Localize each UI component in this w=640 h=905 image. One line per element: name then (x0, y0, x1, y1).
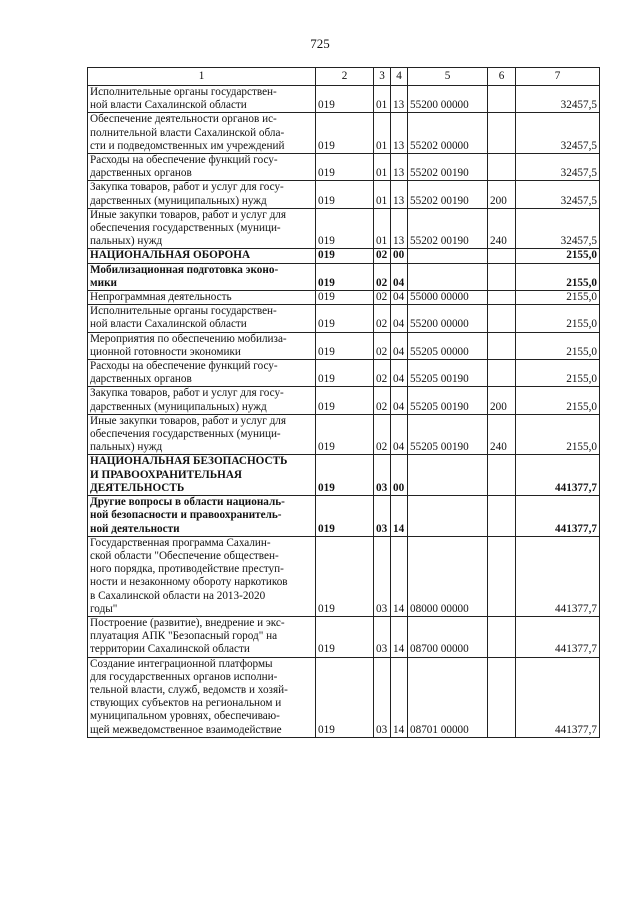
row-type-cell (488, 263, 516, 290)
row-subsection-cell: 14 (391, 496, 408, 537)
row-name-cell: НАЦИОНАЛЬНАЯ БЕЗОПАСНОСТЬ И ПРАВООХРАНИТЕЛЬНАЯ ДЕЯТЕЛЬНОСТЬ (88, 455, 316, 496)
row-target-cell: 55202 00190 (408, 208, 488, 249)
column-header: 7 (516, 68, 600, 86)
row-code-cell: 019 (316, 263, 374, 290)
row-code-cell: 019 (316, 86, 374, 113)
row-type-cell (488, 536, 516, 616)
row-name-cell: Мероприятия по обеспечению мобилиза- ционной готовности экономики (88, 332, 316, 359)
column-header: 5 (408, 68, 488, 86)
row-code-cell: 019 (316, 181, 374, 208)
table-row (88, 455, 600, 496)
row-amount-cell: 441377,7 (516, 657, 600, 737)
row-name-cell: НАЦИОНАЛЬНАЯ ОБОРОНА (88, 249, 316, 263)
row-amount-cell: 32457,5 (516, 208, 600, 249)
row-amount-cell: 2155,0 (516, 263, 600, 290)
row-code-cell: 019 (316, 113, 374, 154)
budget-table (87, 67, 600, 738)
row-name-cell: Иные закупки товаров, работ и услуг для обеспечения государственных (муници- пальных) нужд (88, 208, 316, 249)
row-amount-cell: 2155,0 (516, 291, 600, 305)
row-section-cell: 01 (374, 154, 391, 181)
row-section-cell: 02 (374, 332, 391, 359)
column-header: 1 (88, 68, 316, 86)
table-row (88, 263, 600, 290)
row-amount-cell: 441377,7 (516, 536, 600, 616)
row-name-cell: Закупка товаров, работ и услуг для госу- дарственных (муниципальных) нужд (88, 181, 316, 208)
row-code-cell: 019 (316, 455, 374, 496)
row-target-cell (408, 263, 488, 290)
row-code-cell: 019 (316, 249, 374, 263)
row-target-cell: 55200 00000 (408, 86, 488, 113)
row-subsection-cell: 04 (391, 332, 408, 359)
row-type-cell: 240 (488, 208, 516, 249)
table-row (88, 496, 600, 537)
row-target-cell (408, 496, 488, 537)
row-subsection-cell: 13 (391, 154, 408, 181)
row-code-cell: 019 (316, 496, 374, 537)
column-header: 3 (374, 68, 391, 86)
row-code-cell: 019 (316, 208, 374, 249)
row-type-cell: 200 (488, 387, 516, 414)
row-target-cell: 08000 00000 (408, 536, 488, 616)
row-subsection-cell: 14 (391, 616, 408, 657)
row-section-cell: 02 (374, 263, 391, 290)
row-subsection-cell: 14 (391, 657, 408, 737)
row-target-cell: 08700 00000 (408, 616, 488, 657)
row-target-cell: 55200 00000 (408, 305, 488, 332)
row-type-cell (488, 291, 516, 305)
row-amount-cell: 2155,0 (516, 305, 600, 332)
row-subsection-cell: 04 (391, 414, 408, 455)
row-type-cell: 240 (488, 414, 516, 455)
row-code-cell: 019 (316, 332, 374, 359)
row-section-cell: 02 (374, 387, 391, 414)
row-code-cell: 019 (316, 387, 374, 414)
table-header-row (88, 68, 600, 86)
row-target-cell: 55000 00000 (408, 291, 488, 305)
row-subsection-cell: 04 (391, 291, 408, 305)
row-target-cell: 55205 00000 (408, 332, 488, 359)
row-section-cell: 01 (374, 208, 391, 249)
row-section-cell: 02 (374, 291, 391, 305)
row-name-cell: Расходы на обеспечение функций госу- дарственных органов (88, 154, 316, 181)
row-type-cell (488, 360, 516, 387)
table-row (88, 387, 600, 414)
row-type-cell (488, 496, 516, 537)
row-amount-cell: 2155,0 (516, 414, 600, 455)
page-number: 725 (310, 36, 330, 51)
table-row (88, 657, 600, 737)
row-target-cell: 55202 00190 (408, 181, 488, 208)
row-amount-cell: 441377,7 (516, 455, 600, 496)
row-section-cell: 01 (374, 181, 391, 208)
row-name-cell: Расходы на обеспечение функций госу- дарственных органов (88, 360, 316, 387)
row-amount-cell: 2155,0 (516, 249, 600, 263)
row-type-cell (488, 616, 516, 657)
row-code-cell: 019 (316, 291, 374, 305)
row-amount-cell: 2155,0 (516, 387, 600, 414)
row-type-cell (488, 305, 516, 332)
table-body (88, 86, 600, 738)
row-name-cell: Исполнительные органы государствен- ной власти Сахалинской области (88, 86, 316, 113)
row-code-cell: 019 (316, 657, 374, 737)
table-row (88, 332, 600, 359)
row-amount-cell: 32457,5 (516, 86, 600, 113)
row-name-cell: Обеспечение деятельности органов ис- полнительной власти Сахалинской обла- сти и подведомственных им учреждений (88, 113, 316, 154)
table-row (88, 154, 600, 181)
row-subsection-cell: 13 (391, 113, 408, 154)
row-amount-cell: 441377,7 (516, 496, 600, 537)
column-header: 2 (316, 68, 374, 86)
row-target-cell: 55205 00190 (408, 414, 488, 455)
row-name-cell: Исполнительные органы государствен- ной власти Сахалинской области (88, 305, 316, 332)
row-section-cell: 02 (374, 360, 391, 387)
row-section-cell: 01 (374, 86, 391, 113)
row-code-cell: 019 (316, 414, 374, 455)
row-code-cell: 019 (316, 360, 374, 387)
row-amount-cell: 2155,0 (516, 360, 600, 387)
row-subsection-cell: 13 (391, 181, 408, 208)
table-row (88, 305, 600, 332)
row-section-cell: 02 (374, 249, 391, 263)
row-section-cell: 03 (374, 496, 391, 537)
row-subsection-cell: 04 (391, 360, 408, 387)
row-name-cell: Создание интеграционной платформы для государственных органов исполни- тельной власти, служб, ведомств и хозяй- ствующих субъектов на региональном и муниципальном уровнях, обеспечиваю- щей межведомственное взаимодействие (88, 657, 316, 737)
column-header: 4 (391, 68, 408, 86)
row-subsection-cell: 04 (391, 263, 408, 290)
row-code-cell: 019 (316, 616, 374, 657)
row-name-cell: Другие вопросы в области националь- ной безопасности и правоохранитель- ной деятельности (88, 496, 316, 537)
row-code-cell: 019 (316, 154, 374, 181)
row-target-cell (408, 249, 488, 263)
row-type-cell: 200 (488, 181, 516, 208)
row-type-cell (488, 154, 516, 181)
row-subsection-cell: 13 (391, 208, 408, 249)
row-code-cell: 019 (316, 536, 374, 616)
row-section-cell: 03 (374, 455, 391, 496)
row-target-cell (408, 455, 488, 496)
row-target-cell: 55205 00190 (408, 360, 488, 387)
row-amount-cell: 441377,7 (516, 616, 600, 657)
table-row (88, 360, 600, 387)
row-type-cell (488, 657, 516, 737)
table-row (88, 181, 600, 208)
row-name-cell: Закупка товаров, работ и услуг для госу- дарственных (муниципальных) нужд (88, 387, 316, 414)
table-row (88, 414, 600, 455)
row-type-cell (488, 455, 516, 496)
table-row (88, 291, 600, 305)
row-target-cell: 08701 00000 (408, 657, 488, 737)
table-row (88, 536, 600, 616)
row-type-cell (488, 249, 516, 263)
row-type-cell (488, 86, 516, 113)
row-target-cell: 55202 00190 (408, 154, 488, 181)
row-target-cell: 55202 00000 (408, 113, 488, 154)
row-type-cell (488, 332, 516, 359)
row-target-cell: 55205 00190 (408, 387, 488, 414)
row-subsection-cell: 04 (391, 305, 408, 332)
row-name-cell: Мобилизационная подготовка эконо- мики (88, 263, 316, 290)
table-row (88, 208, 600, 249)
table-row (88, 113, 600, 154)
column-header: 6 (488, 68, 516, 86)
row-subsection-cell: 14 (391, 536, 408, 616)
row-subsection-cell: 00 (391, 455, 408, 496)
row-amount-cell: 32457,5 (516, 113, 600, 154)
row-section-cell: 03 (374, 657, 391, 737)
row-section-cell: 03 (374, 616, 391, 657)
row-name-cell: Непрограммная деятельность (88, 291, 316, 305)
row-name-cell: Построение (развитие), внедрение и экс- плуатация АПК "Безопасный город" на территории Сахалинской области (88, 616, 316, 657)
row-amount-cell: 32457,5 (516, 154, 600, 181)
row-type-cell (488, 113, 516, 154)
row-subsection-cell: 04 (391, 387, 408, 414)
row-amount-cell: 32457,5 (516, 181, 600, 208)
row-subsection-cell: 13 (391, 86, 408, 113)
row-code-cell: 019 (316, 305, 374, 332)
table-row (88, 86, 600, 113)
row-subsection-cell: 00 (391, 249, 408, 263)
row-name-cell: Государственная программа Сахалин- ской области "Обеспечение обществен- ного порядка, противодействие преступ- ности и незаконному обороту наркотиков в Сахалинской области на 2013-2020 годы" (88, 536, 316, 616)
row-section-cell: 01 (374, 113, 391, 154)
row-name-cell: Иные закупки товаров, работ и услуг для обеспечения государственных (муници- пальных) нужд (88, 414, 316, 455)
row-amount-cell: 2155,0 (516, 332, 600, 359)
row-section-cell: 02 (374, 305, 391, 332)
row-section-cell: 02 (374, 414, 391, 455)
table-row (88, 616, 600, 657)
row-section-cell: 03 (374, 536, 391, 616)
table-row (88, 249, 600, 263)
